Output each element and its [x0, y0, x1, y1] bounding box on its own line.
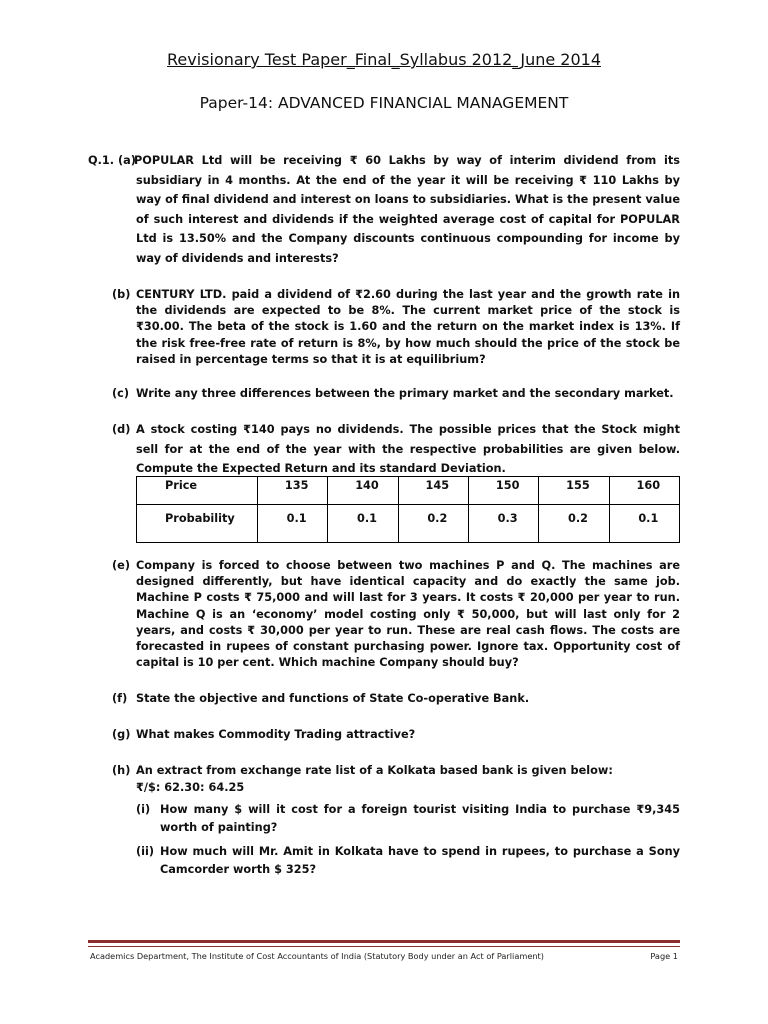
page-header: Revisionary Test Paper_Final_Syllabus 2012_June 2014: [167, 50, 601, 69]
table-cell: 150: [468, 477, 538, 505]
footer-rule-thick: [88, 940, 680, 943]
sub-question-text: How much will Mr. Amit in Kolkata have to spend in rupees, to purchase a Sony Camcorder worth $ 325?: [160, 845, 680, 876]
sub-question-label: (i): [136, 803, 151, 816]
sub-question-i: [136, 801, 680, 837]
table-cell: 135: [258, 477, 328, 505]
question-1f: [112, 689, 680, 709]
question-label: (c): [112, 387, 130, 400]
question-label: (h): [112, 764, 131, 777]
question-label: (e): [112, 559, 130, 572]
question-label: Q.1. (a): [88, 154, 136, 167]
sub-question-text: How many $ will it cost for a foreign tourist visiting India to purchase ₹9,345 worth of painting?: [160, 803, 680, 834]
question-label: (b): [112, 288, 131, 301]
question-text: CENTURY LTD. paid a dividend of ₹2.60 during the last year and the growth rate in the dividends are expected to be 8%. The current market price of the stock is ₹30.00. The beta of the stock is 1.60 and the return on the market index is 13%. If the risk free-free rate of return is 8%, by how much should the price of the stock be raised in percentage terms so that it is at equilibrium?: [136, 288, 680, 366]
question-1b: [112, 287, 680, 368]
question-1g: [112, 725, 680, 745]
question-1c: [112, 384, 680, 404]
table-row-label: Probability: [137, 505, 258, 543]
table-cell: 155: [539, 477, 609, 505]
paper-title: Paper-14: ADVANCED FINANCIAL MANAGEMENT: [199, 94, 569, 112]
question-text: Company is forced to choose between two machines P and Q. The machines are designed differently, but have identical capacity and do exactly the same job. Machine P costs ₹ 75,000 and will last for 3 years. It costs ₹ 20,000 per year to run. Machine Q is an ‘economy’ model costing only ₹ 50,000, but will last only for 2 years, and costs ₹ 30,000 per year to run. These are real cash flows. The costs are forecasted in rupees of constant purchasing power. Ignore tax. Opportunity cost of capital is 10 per cent. Which machine Company should buy?: [136, 559, 680, 670]
table-cell: 0.1: [328, 505, 398, 543]
table-cell: 0.1: [258, 505, 328, 543]
table-row: [137, 505, 680, 543]
table-cell: 0.3: [468, 505, 538, 543]
question-text: POPULAR Ltd will be receiving ₹ 60 Lakhs by way of interim dividend from its subsidiary in 4 months. At the end of the year it will be receiving ₹ 110 Lakhs by way of final dividend and interest on loans to subsidiaries. What is the present value of such interest and dividends if the weighted average cost of capital for POPULAR Ltd is 13.50% and the Company discounts continuous compounding for income by way of dividends and interests?: [134, 154, 680, 265]
table-cell: 145: [398, 477, 468, 505]
sub-question-label: (ii): [136, 845, 155, 858]
table-row: [137, 477, 680, 505]
question-text: What makes Commodity Trading attractive?: [136, 728, 416, 741]
question-1d: [112, 420, 680, 479]
question-1a: [88, 151, 680, 269]
question-text: A stock costing ₹140 pays no dividends. The possible prices that the Stock might sell for at the end of the year with the respective probabilities are given below. Compute the Expected Return and its standard Deviation.: [136, 423, 680, 476]
page-number: Page 1: [650, 951, 678, 961]
question-text: Write any three differences between the primary market and the secondary market.: [136, 387, 674, 400]
sub-question-ii: [136, 843, 680, 879]
footer-rule-thin: [88, 946, 680, 947]
question-label: (g): [112, 728, 131, 741]
table-cell: 0.2: [398, 505, 468, 543]
footer-text: Academics Department, The Institute of Cost Accountants of India (Statutory Body under an Act of Parliament): [90, 951, 544, 961]
exchange-rate: ₹/$: 62.30: 64.25: [136, 781, 245, 794]
question-label: (f): [112, 692, 128, 705]
question-1e: [112, 558, 680, 671]
question-label: (d): [112, 423, 131, 436]
question-1h: [112, 761, 680, 781]
table-cell: 0.1: [609, 505, 679, 543]
question-text: State the objective and functions of State Co-operative Bank.: [136, 692, 530, 705]
page-footer: [90, 951, 680, 961]
table-cell: 0.2: [539, 505, 609, 543]
price-probability-table: [136, 476, 680, 543]
table-cell: 160: [609, 477, 679, 505]
table-row-label: Price: [137, 477, 258, 505]
table-cell: 140: [328, 477, 398, 505]
question-text: An extract from exchange rate list of a Kolkata based bank is given below:: [136, 764, 613, 777]
